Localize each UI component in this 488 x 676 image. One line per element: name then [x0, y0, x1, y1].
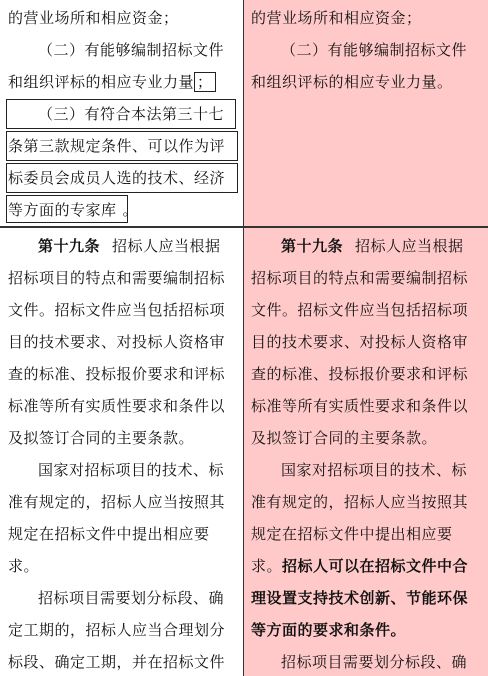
- text-line: 准有规定的，招标人应当按照其: [251, 493, 469, 511]
- added-text: 招标人可以在招标文件中合: [282, 557, 469, 575]
- text-fragment: 。: [122, 201, 139, 219]
- text-line: 标委员会成员人选的技术、经济: [8, 169, 226, 187]
- text-line: 目的技术要求、对投标人资格审: [251, 333, 469, 351]
- right-top-cell: [243, 0, 488, 227]
- text-line: [8, 194, 235, 226]
- text-line: 查的标准、投标报价要求和评标: [8, 365, 226, 383]
- text-line: 的营业场所和相应资金；: [251, 9, 422, 27]
- text-fragment: 等方面的专家库: [8, 201, 117, 219]
- text-fragment: 和组织评标的相应专业力量: [8, 73, 195, 91]
- left-top-paragraph: [8, 2, 235, 98]
- left-bottom-cell: [0, 227, 243, 676]
- text-fragment: 求。: [251, 557, 283, 575]
- text-line: 定工期的，招标人应当合理划分: [8, 621, 226, 639]
- left-top-item3: [8, 98, 235, 226]
- added-text-line: 理设置支持技术创新、节能环保: [251, 589, 469, 607]
- text-fragment: 招标人应当根据: [355, 237, 464, 255]
- deleted-mark-box: ；: [194, 72, 216, 92]
- right-bottom-cell: [243, 227, 488, 676]
- text-line: 文件。招标文件应当包括招标项: [251, 301, 469, 319]
- text-line: （二）有能够编制招标文件: [38, 41, 225, 59]
- text-line: 标准等所有实质性要求和条件以: [8, 397, 226, 415]
- article-title: 第十九条: [281, 237, 344, 255]
- text-line: 准有规定的，招标人应当按照其: [8, 493, 226, 511]
- column-divider: [243, 0, 244, 676]
- text-fragment: 招标人应当根据: [112, 237, 221, 255]
- text-line: [8, 66, 235, 98]
- text-line: 求。: [8, 557, 40, 575]
- left-top-cell: [0, 0, 243, 227]
- text-line: 招标项目的特点和需要编制招标: [251, 269, 469, 287]
- row-divider: [0, 226, 488, 228]
- text-line: 条第三款规定条件、可以作为评: [8, 137, 226, 155]
- text-line: 招标项目的特点和需要编制招标: [8, 269, 226, 287]
- right-top-paragraph: [251, 2, 482, 98]
- text-line: 查的标准、投标报价要求和评标: [251, 365, 469, 383]
- added-text-line: 等方面的要求和条件。: [251, 621, 407, 639]
- text-line: 标段、确定工期，并在招标文件: [8, 653, 226, 671]
- text-line: （三）有符合本法第三十七: [38, 105, 225, 123]
- text-line: 招标项目需要划分标段、确: [38, 589, 225, 607]
- text-line: 规定在招标文件中提出相应要: [251, 525, 453, 543]
- text-line: 及拟签订合同的主要条款。: [251, 429, 438, 447]
- text-line: 招标项目需要划分标段、确: [281, 653, 468, 671]
- text-line: 国家对招标项目的技术、标: [281, 461, 468, 479]
- text-line: 国家对招标项目的技术、标: [38, 461, 225, 479]
- text-line: [251, 550, 482, 582]
- text-line: 文件。招标文件应当包括招标项: [8, 301, 226, 319]
- left-bottom-paragraphs: [8, 230, 235, 676]
- right-bottom-paragraphs: [251, 230, 482, 676]
- text-line: 和组织评标的相应专业力量。: [251, 73, 453, 91]
- article-title: 第十九条: [38, 237, 101, 255]
- text-line: 规定在招标文件中提出相应要: [8, 525, 210, 543]
- text-line: [251, 230, 482, 262]
- text-line: 及拟签订合同的主要条款。: [8, 429, 195, 447]
- text-line: 的营业场所和相应资金；: [8, 9, 179, 27]
- text-line: （二）有能够编制招标文件: [281, 41, 468, 59]
- text-line: [8, 230, 235, 262]
- text-line: 标准等所有实质性要求和条件以: [251, 397, 469, 415]
- text-line: 目的技术要求、对投标人资格审: [8, 333, 226, 351]
